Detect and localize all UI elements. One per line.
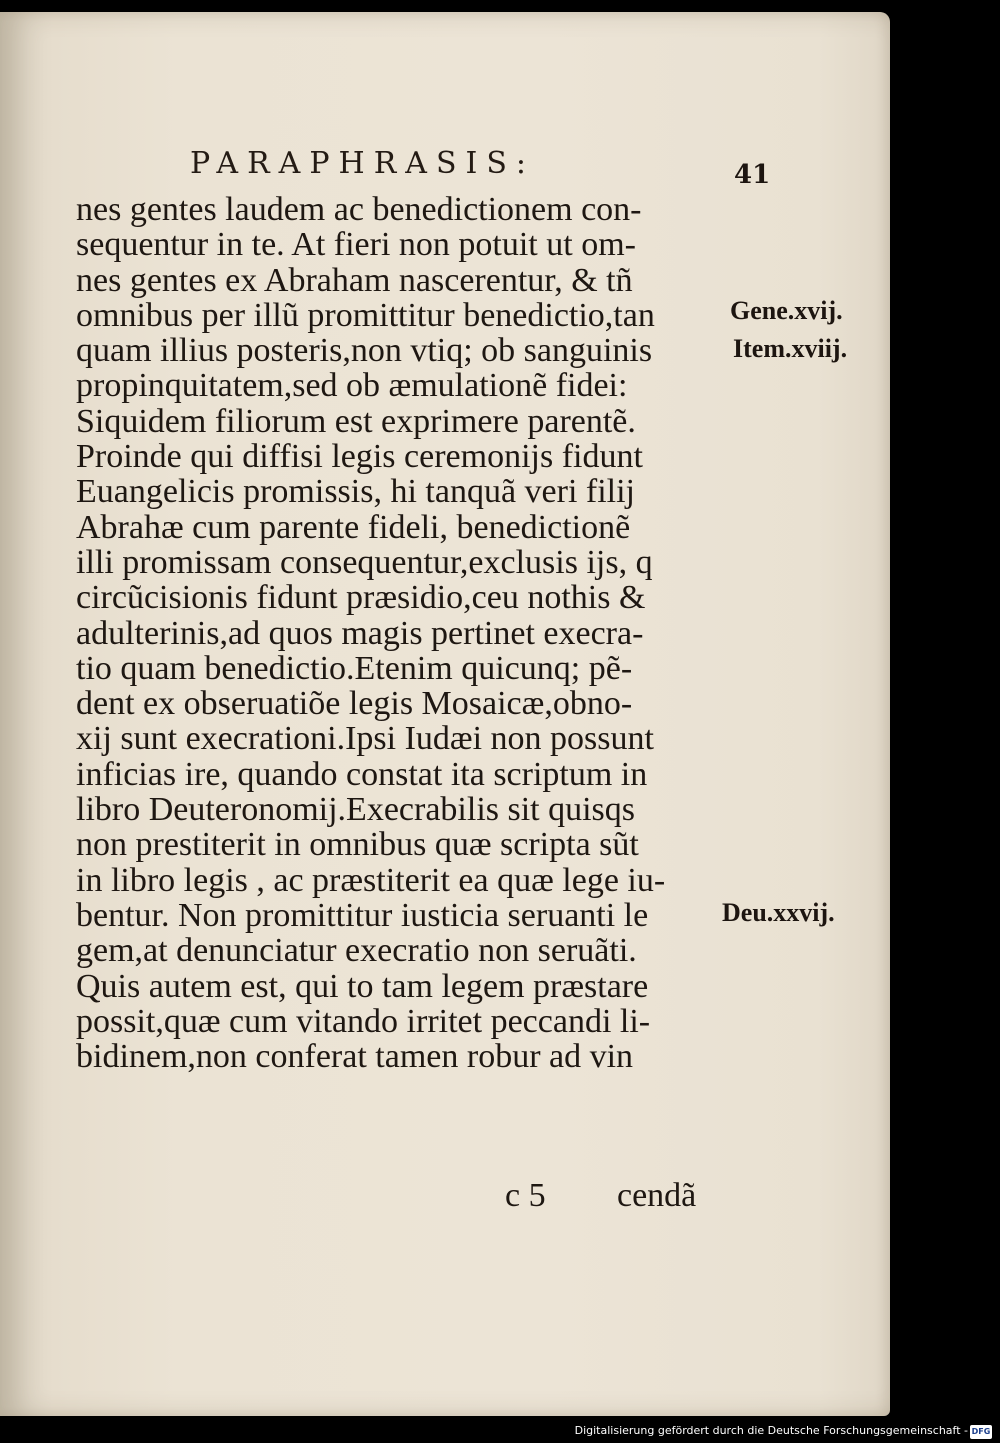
body-text xyxy=(76,192,726,1074)
text-line: quam illius posteris,non vtiq; ob sanguinis xyxy=(76,333,653,369)
text-line: bentur. Non promittitur iusticia seruanti le xyxy=(76,897,649,934)
text-line: Siquidem filiorum est exprimere parentẽ. xyxy=(76,403,636,440)
text-line: adulterinis,ad quos magis pertinet execra- xyxy=(76,615,644,651)
text-line: xij sunt execrationi.Ipsi Iudæi non possunt xyxy=(76,721,654,757)
signature-mark: c 5 xyxy=(505,1177,546,1214)
text-line: nes gentes laudem ac benedictionem con- xyxy=(76,192,642,228)
margin-note-gene: Gene.xvij. xyxy=(730,296,843,325)
text-line: Abrahæ cum parente fideli, benedictionẽ xyxy=(76,509,631,545)
folio-number: 41 xyxy=(734,160,771,190)
text-line: illi promissam consequentur,exclusis ijs, q xyxy=(76,544,653,581)
text-line: possit,quæ cum vitando irritet peccandi li- xyxy=(76,1003,651,1040)
catchword: cendã xyxy=(617,1177,697,1214)
margin-note-item: Item.xviij. xyxy=(733,334,848,363)
text-line: in libro legis , ac præstiterit ea quæ lege iu- xyxy=(76,862,666,898)
text-line: Proinde qui diffisi legis ceremonijs fidunt xyxy=(76,439,643,475)
running-title: PARAPHRASIS: xyxy=(190,146,536,181)
text-line: libro Deuteronomij.Execrabilis sit quisqs xyxy=(76,792,636,828)
text-line: bidinem,non conferat tamen robur ad vin xyxy=(76,1039,634,1075)
scanned-page xyxy=(0,12,890,1416)
text-line: omnibus per illũ promittitur benedictio,tan xyxy=(76,297,655,334)
text-line: Quis autem est, qui to tam legem præstare xyxy=(76,968,649,1004)
text-line: sequentur in te. At fieri non potuit ut om- xyxy=(76,227,636,263)
text-line: Euangelicis promissis, hi tanquã veri filij xyxy=(76,474,636,510)
text-line: nes gentes ex Abraham nascerentur, & tñ xyxy=(76,262,633,298)
text-line: inficias ire, quando constat ita scriptum in xyxy=(76,756,648,793)
text-line: tio quam benedictio.Etenim quicunq; pẽ- xyxy=(76,650,633,687)
margin-note-deu: Deu.xxvij. xyxy=(722,898,835,927)
text-line: non prestiterit in omnibus quæ scripta sũt xyxy=(76,827,639,863)
text-line: propinquitatem,sed ob æmulationẽ fidei: xyxy=(76,368,628,404)
digitization-credit: Digitalisierung gefördert durch die Deutsche Forschungsgemeinschaft - xyxy=(574,1424,968,1437)
text-line: circũcisionis fidunt præsidio,ceu nothis & xyxy=(76,580,646,616)
dfg-logo: DFG xyxy=(970,1425,992,1439)
text-line: dent ex obseruatiõe legis Mosaicæ,obno- xyxy=(76,686,633,722)
text-line: gem,at denunciatur execratio non seruãti. xyxy=(76,933,637,969)
